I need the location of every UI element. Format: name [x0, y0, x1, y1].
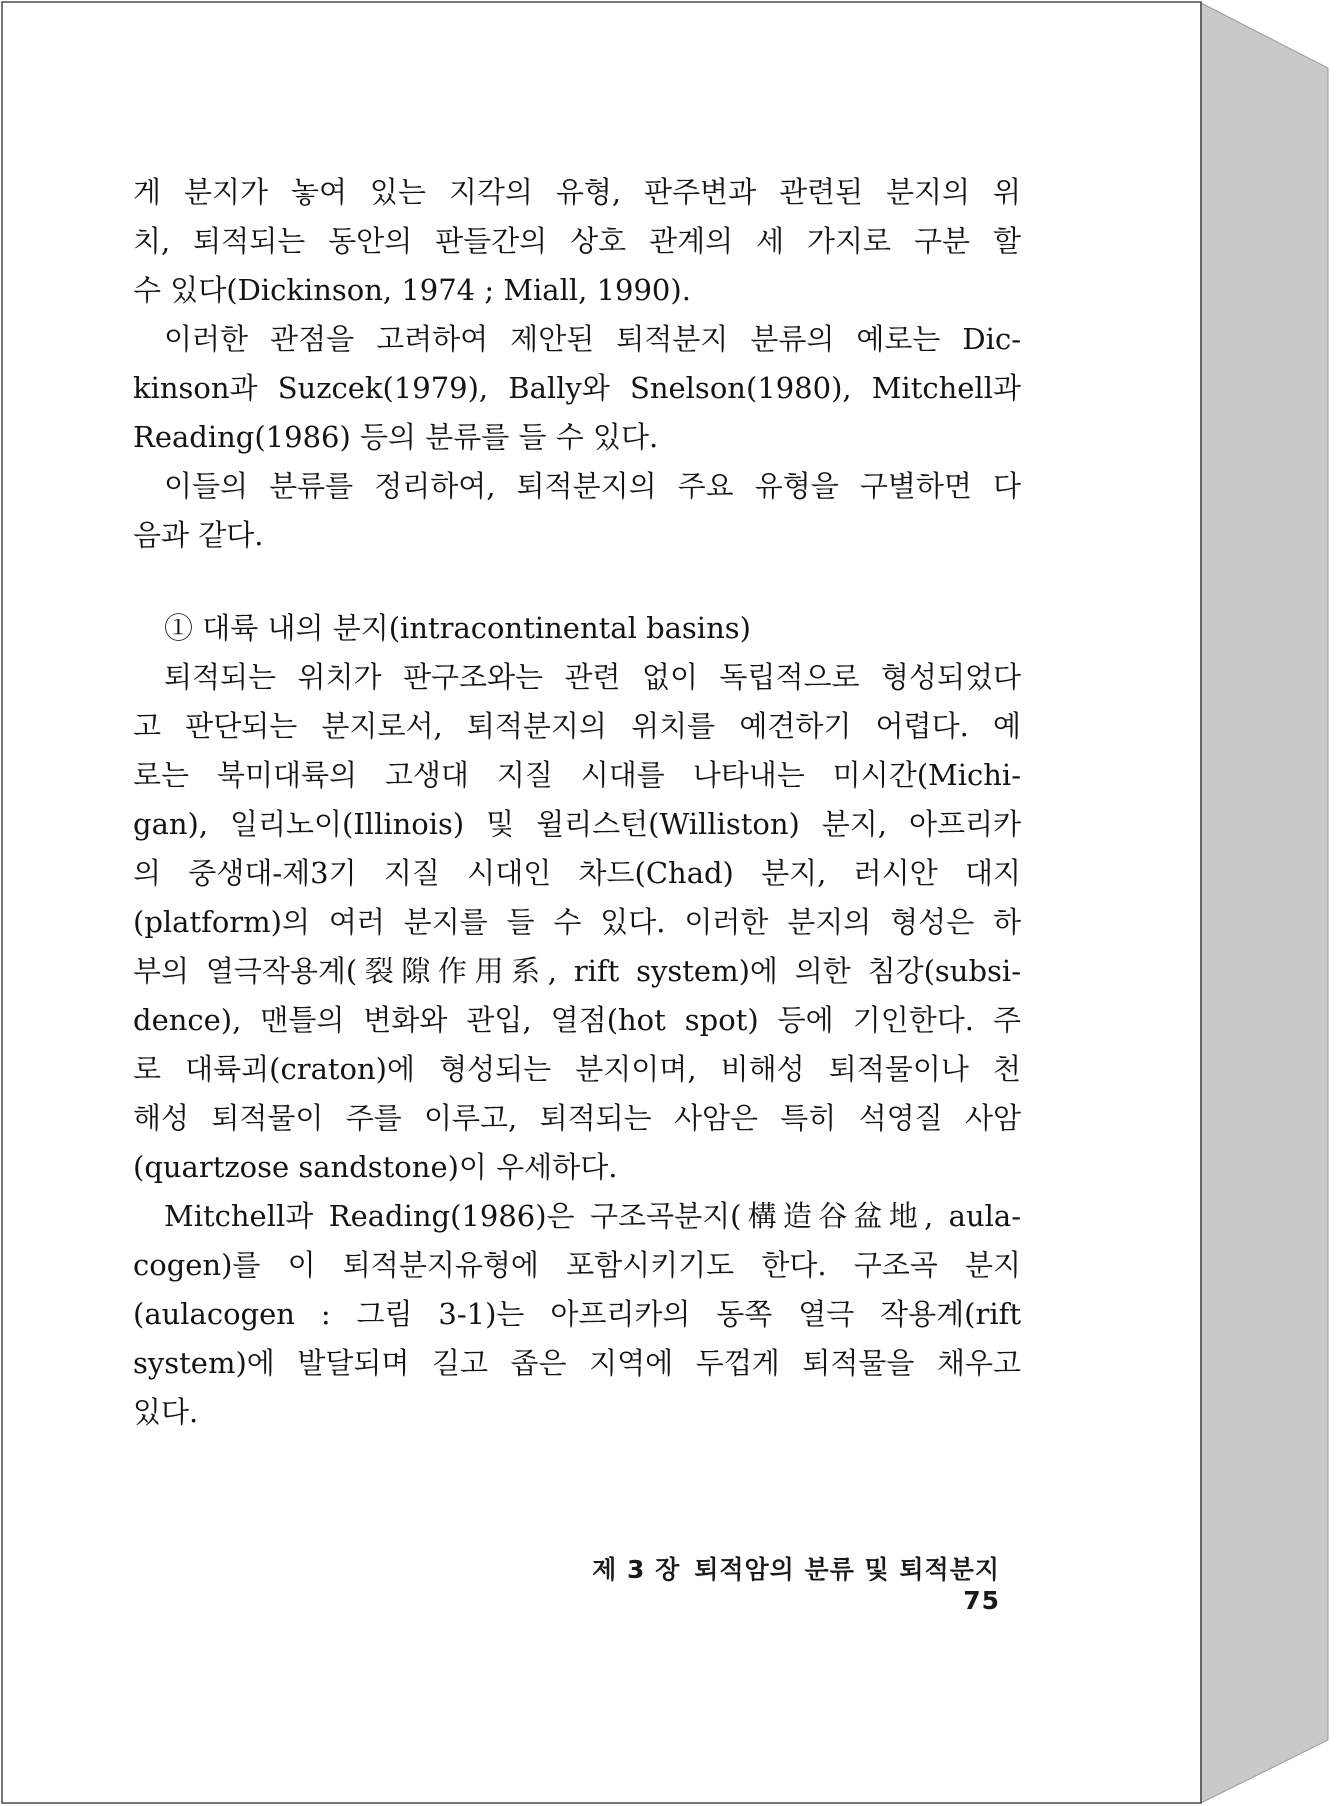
book-side-edge	[1201, 3, 1328, 1803]
text-line: Mitchell과 Reading(1986)은 구조곡분지(構造谷盆地, aula-	[164, 1199, 1021, 1233]
footer-chapter: 제 3 장	[592, 1555, 681, 1584]
paragraph-2	[133, 315, 1021, 462]
text-line: 이들의 분류를 정리하여, 퇴적분지의 주요 유형을 구별하면 다	[164, 469, 1021, 503]
section-gap	[133, 560, 1021, 604]
text-line: 해성 퇴적물이 주를 이루고, 퇴적되는 사암은 특히 석영질 사암	[133, 1101, 1021, 1135]
text-line: cogen)를 이 퇴적분지유형에 포함시키기도 한다. 구조곡 분지	[133, 1248, 1021, 1282]
text-line: system)에 발달되며 길고 좁은 지역에 두껍게 퇴적물을 채우고	[133, 1346, 1021, 1380]
text-line: dence), 맨틀의 변화와 관입, 열점(hot spot) 등에 기인한다. 주	[133, 1003, 1021, 1037]
text-line: 음과 같다.	[133, 518, 264, 552]
text-line: (quartzose sandstone)이 우세하다.	[133, 1150, 618, 1184]
text-line: 치, 퇴적되는 동안의 판들간의 상호 관계의 세 가지로 구분 할	[133, 224, 1021, 258]
text-line: 로는 북미대륙의 고생대 지질 시대를 나타내는 미시간(Michi-	[133, 758, 1021, 792]
text-line: 있다.	[133, 1395, 199, 1429]
text-line: kinson과 Suzcek(1979), Bally와 Snelson(1980), Mitchell과	[133, 371, 1021, 405]
text-line: (aulacogen : 그림 3-1)는 아프리카의 동쪽 열극 작용계(rift	[133, 1297, 1021, 1331]
paragraph-3	[133, 462, 1021, 560]
text-line: gan), 일리노이(Illinois) 및 윌리스턴(Williston) 분지, 아프리카	[133, 807, 1021, 841]
text-line: 고 판단되는 분지로서, 퇴적분지의 위치를 예견하기 어렵다. 예	[133, 709, 1021, 743]
section-heading: ① 대륙 내의 분지(intracontinental basins)	[164, 611, 751, 645]
page-footer	[530, 1550, 1000, 1615]
paragraph-5	[133, 1192, 1021, 1437]
text-line: 부의 열극작용계(裂隙作用系, rift system)에 의한 침강(subsi-	[133, 954, 1021, 988]
text-line: 퇴적되는 위치가 판구조와는 관련 없이 독립적으로 형성되었다	[164, 660, 1021, 694]
body-text	[133, 168, 1021, 1437]
text-line: 이러한 관점을 고려하여 제안된 퇴적분지 분류의 예로는 Dic-	[164, 322, 1021, 356]
page-number: 75	[963, 1586, 1000, 1615]
text-line: 수 있다(Dickinson, 1974 ; Miall, 1990).	[133, 273, 691, 307]
text-line: 로 대륙괴(craton)에 형성되는 분지이며, 비해성 퇴적물이나 천	[133, 1052, 1021, 1086]
text-line: (platform)의 여러 분지를 들 수 있다. 이러한 분지의 형성은 하	[133, 905, 1021, 939]
paragraph-4	[133, 653, 1021, 1192]
text-line: 의 중생대-제3기 지질 시대인 차드(Chad) 분지, 러시안 대지	[133, 856, 1021, 890]
paragraph-1	[133, 168, 1021, 315]
text-line: 게 분지가 놓여 있는 지각의 유형, 판주변과 관련된 분지의 위	[133, 175, 1021, 209]
footer-title: 퇴적암의 분류 및 퇴적분지	[694, 1555, 1000, 1584]
text-line: Reading(1986) 등의 분류를 들 수 있다.	[133, 420, 659, 454]
